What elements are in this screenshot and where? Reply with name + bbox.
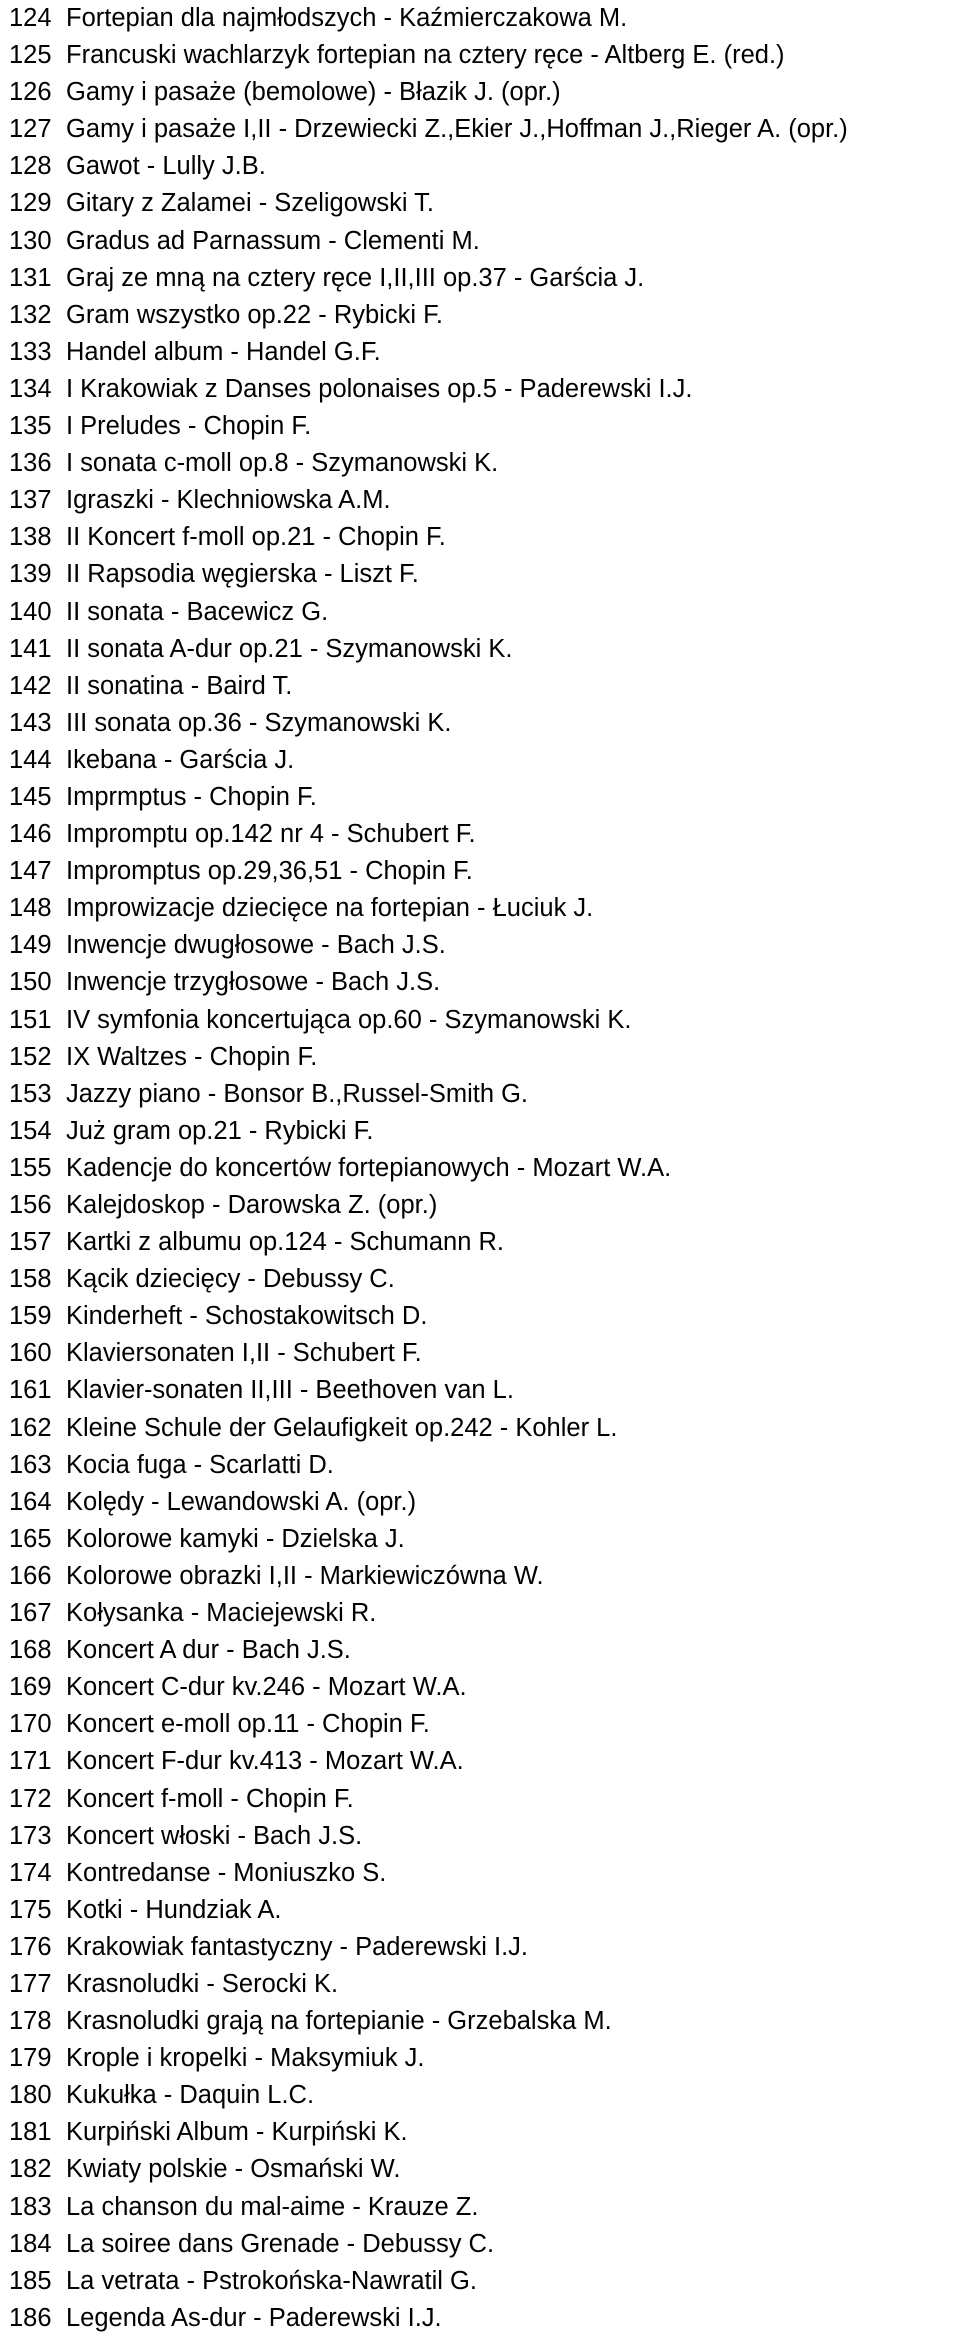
entry-number: 128 xyxy=(9,152,52,181)
list-item xyxy=(0,1447,960,1484)
entry-number: 157 xyxy=(9,1228,52,1257)
list-item xyxy=(0,631,960,668)
entry-number: 132 xyxy=(9,300,52,329)
entry-title: La vetrata - Pstrokońska-Nawratil G. xyxy=(66,2266,477,2295)
entry-title: Kolorowe obrazki I,II - Markiewiczówna W. xyxy=(66,1561,544,1590)
entry-number: 179 xyxy=(9,2044,52,2073)
entry-title: Igraszki - Klechniowska A.M. xyxy=(66,486,391,515)
entry-number: 133 xyxy=(9,337,52,366)
list-item xyxy=(0,260,960,297)
entry-number: 183 xyxy=(9,2192,52,2221)
list-item xyxy=(0,1966,960,2003)
entry-number: 178 xyxy=(9,2007,52,2036)
entry-title: Francuski wachlarzyk fortepian na cztery ręce - Altberg E. (red.) xyxy=(66,41,785,70)
entry-title: Handel album - Handel G.F. xyxy=(66,337,381,366)
entry-number: 168 xyxy=(9,1636,52,1665)
list-item xyxy=(0,1298,960,1335)
entry-title: Kwiaty polskie - Osmański W. xyxy=(66,2155,401,2184)
entry-title: Kotki - Hundziak A. xyxy=(66,1895,282,1924)
entry-number: 170 xyxy=(9,1710,52,1739)
entry-number: 149 xyxy=(9,931,52,960)
entry-number: 135 xyxy=(9,412,52,441)
list-item xyxy=(0,2300,960,2337)
list-item xyxy=(0,1372,960,1409)
entry-title: II sonata A-dur op.21 - Szymanowski K. xyxy=(66,634,513,663)
list-item xyxy=(0,705,960,742)
entry-number: 146 xyxy=(9,820,52,849)
list-item xyxy=(0,74,960,111)
entry-title: Koncert A dur - Bach J.S. xyxy=(66,1636,351,1665)
list-item xyxy=(0,1484,960,1521)
entry-title: Kinderheft - Schostakowitsch D. xyxy=(66,1302,428,1331)
entry-title: I Krakowiak z Danses polonaises op.5 - Paderewski I.J. xyxy=(66,374,693,403)
entry-title: Koncert f-moll - Chopin F. xyxy=(66,1784,354,1813)
list-item xyxy=(0,853,960,890)
entry-title: Gitary z Zalamei - Szeligowski T. xyxy=(66,189,434,218)
entry-number: 136 xyxy=(9,449,52,478)
entry-title: Koncert e-moll op.11 - Chopin F. xyxy=(66,1710,430,1739)
entry-number: 138 xyxy=(9,523,52,552)
entry-title: Krople i kropelki - Maksymiuk J. xyxy=(66,2044,425,2073)
entry-title: Kolorowe kamyki - Dzielska J. xyxy=(66,1524,405,1553)
list-item xyxy=(0,1261,960,1298)
entry-number: 156 xyxy=(9,1191,52,1219)
entry-number: 166 xyxy=(9,1561,52,1590)
entry-title: Imprmptus - Chopin F. xyxy=(66,782,317,811)
list-item xyxy=(0,408,960,445)
entry-number: 126 xyxy=(9,78,52,107)
entry-number: 169 xyxy=(9,1673,52,1702)
entry-title: IV symfonia koncertująca op.60 - Szymanowski K. xyxy=(66,1005,632,1034)
list-item xyxy=(0,2189,960,2226)
entry-number: 184 xyxy=(9,2229,52,2258)
entry-number: 172 xyxy=(9,1784,52,1813)
list-item xyxy=(0,297,960,334)
entry-title: Koncert F-dur kv.413 - Mozart W.A. xyxy=(66,1747,464,1776)
list-item xyxy=(0,0,960,37)
list-item xyxy=(0,2077,960,2114)
list-item xyxy=(0,779,960,816)
entry-title: Gamy i pasaże I,II - Drzewiecki Z.,Ekier J.,Hoffman J.,Rieger A. (opr.) xyxy=(66,115,848,144)
entry-title: Kącik dziecięcy - Debussy C. xyxy=(66,1265,395,1294)
entry-title: Ikebana - Garścia J. xyxy=(66,745,295,774)
entry-title: Kadencje do koncertów fortepianowych - Mozart W.A. xyxy=(66,1153,672,1182)
entry-number: 127 xyxy=(9,115,52,144)
entry-number: 124 xyxy=(9,4,52,32)
entry-title: Legenda As-dur - Paderewski I.J. xyxy=(66,2303,442,2332)
list-item xyxy=(0,445,960,482)
entry-number: 160 xyxy=(9,1339,52,1368)
entry-number: 175 xyxy=(9,1895,52,1924)
entry-number: 158 xyxy=(9,1265,52,1294)
list-item xyxy=(0,1929,960,1966)
entry-title: Fortepian dla najmłodszych - Kaźmierczakowa M. xyxy=(66,4,628,32)
entry-number: 176 xyxy=(9,1932,52,1961)
entry-number: 154 xyxy=(9,1116,52,1145)
list-item xyxy=(0,2114,960,2151)
entry-title: Jazzy piano - Bonsor B.,Russel-Smith G. xyxy=(66,1079,529,1108)
entry-number: 140 xyxy=(9,597,52,626)
entry-title: Gawot - Lully J.B. xyxy=(66,152,266,181)
entry-number: 144 xyxy=(9,745,52,774)
entry-number: 131 xyxy=(9,263,52,292)
list-item xyxy=(0,1335,960,1372)
entry-title: Już gram op.21 - Rybicki F. xyxy=(66,1116,374,1145)
list-item xyxy=(0,1595,960,1632)
list-item xyxy=(0,2003,960,2040)
entry-number: 165 xyxy=(9,1524,52,1553)
list-item xyxy=(0,185,960,222)
entry-title: I sonata c-moll op.8 - Szymanowski K. xyxy=(66,449,499,478)
entry-number: 181 xyxy=(9,2118,52,2147)
list-item xyxy=(0,1743,960,1780)
entry-number: 143 xyxy=(9,708,52,737)
entry-number: 174 xyxy=(9,1858,52,1887)
list-item xyxy=(0,1410,960,1447)
list-item xyxy=(0,964,960,1001)
entry-title: Krakowiak fantastyczny - Paderewski I.J. xyxy=(66,1932,529,1961)
entry-number: 164 xyxy=(9,1487,52,1516)
entry-number: 180 xyxy=(9,2081,52,2110)
list-item xyxy=(0,1632,960,1669)
entry-number: 186 xyxy=(9,2303,52,2332)
list-item xyxy=(0,148,960,185)
list-item xyxy=(0,223,960,260)
entry-title: Inwencje trzygłosowe - Bach J.S. xyxy=(66,968,441,997)
entry-title: Klaviersonaten I,II - Schubert F. xyxy=(66,1339,422,1368)
entry-number: 137 xyxy=(9,486,52,515)
entry-number: 153 xyxy=(9,1079,52,1108)
entry-number: 129 xyxy=(9,189,52,218)
entry-number: 141 xyxy=(9,634,52,663)
entry-number: 145 xyxy=(9,782,52,811)
list-item xyxy=(0,519,960,556)
list-item xyxy=(0,816,960,853)
list-item xyxy=(0,1706,960,1743)
list-item xyxy=(0,1558,960,1595)
entry-title: Kleine Schule der Gelaufigkeit op.242 - Kohler L. xyxy=(66,1413,618,1442)
entry-title: Kontredanse - Moniuszko S. xyxy=(66,1858,387,1887)
list-item xyxy=(0,1039,960,1076)
entry-title: La soiree dans Grenade - Debussy C. xyxy=(66,2229,495,2258)
entry-number: 182 xyxy=(9,2155,52,2184)
entry-number: 163 xyxy=(9,1450,52,1479)
list-item xyxy=(0,2263,960,2300)
entry-number: 142 xyxy=(9,671,52,700)
entry-title: Inwencje dwugłosowe - Bach J.S. xyxy=(66,931,446,960)
entry-title: Koncert C-dur kv.246 - Mozart W.A. xyxy=(66,1673,467,1702)
list-item xyxy=(0,1187,960,1224)
entry-title: Klavier-sonaten II,III - Beethoven van L. xyxy=(66,1376,514,1405)
entry-title: II sonata - Bacewicz G. xyxy=(66,597,329,626)
entry-number: 150 xyxy=(9,968,52,997)
list-item xyxy=(0,1002,960,1039)
list-item xyxy=(0,371,960,408)
list-item xyxy=(0,927,960,964)
entry-title: IX Waltzes - Chopin F. xyxy=(66,1042,318,1071)
entry-title: Graj ze mną na cztery ręce I,II,III op.37 - Garścia J. xyxy=(66,263,645,292)
list-item xyxy=(0,1669,960,1706)
list-item xyxy=(0,1818,960,1855)
entry-number: 148 xyxy=(9,894,52,923)
entry-number: 125 xyxy=(9,41,52,70)
list-item xyxy=(0,37,960,74)
entry-title: Gradus ad Parnassum - Clementi M. xyxy=(66,226,480,255)
list-item xyxy=(0,2151,960,2188)
list-item xyxy=(0,556,960,593)
entry-number: 134 xyxy=(9,374,52,403)
entry-number: 177 xyxy=(9,1969,52,1998)
entry-number: 171 xyxy=(9,1747,52,1776)
entry-number: 139 xyxy=(9,560,52,589)
entry-title: Kołysanka - Maciejewski R. xyxy=(66,1599,377,1628)
entry-number: 185 xyxy=(9,2266,52,2295)
entry-number: 151 xyxy=(9,1005,52,1034)
entry-title: II sonatina - Baird T. xyxy=(66,671,293,700)
list-item xyxy=(0,1150,960,1187)
list-item xyxy=(0,334,960,371)
entry-title: Gamy i pasaże (bemolowe) - Błazik J. (opr.) xyxy=(66,78,561,107)
list-item xyxy=(0,594,960,631)
entry-number: 159 xyxy=(9,1302,52,1331)
entry-number: 147 xyxy=(9,857,52,886)
list-item xyxy=(0,1224,960,1261)
entry-number: 152 xyxy=(9,1042,52,1071)
entry-number: 167 xyxy=(9,1599,52,1628)
entry-title: Kolędy - Lewandowski A. (opr.) xyxy=(66,1487,417,1516)
entry-title: La chanson du mal-aime - Krauze Z. xyxy=(66,2192,479,2221)
entry-number: 162 xyxy=(9,1413,52,1442)
list-item xyxy=(0,1781,960,1818)
list-item xyxy=(0,482,960,519)
entry-title: Krasnoludki grają na fortepianie - Grzebalska M. xyxy=(66,2007,612,2036)
entry-number: 155 xyxy=(9,1153,52,1182)
list-item xyxy=(0,2040,960,2077)
entry-title: Kukułka - Daquin L.C. xyxy=(66,2081,315,2110)
entry-title: Gram wszystko op.22 - Rybicki F. xyxy=(66,300,443,329)
entry-title: Kurpiński Album - Kurpiński K. xyxy=(66,2118,408,2147)
entry-title: Krasnoludki - Serocki K. xyxy=(66,1969,339,1998)
list-item xyxy=(0,111,960,148)
entry-number: 130 xyxy=(9,226,52,255)
entry-title: I Preludes - Chopin F. xyxy=(66,412,312,441)
list-item xyxy=(0,668,960,705)
list-item xyxy=(0,1892,960,1929)
entry-number: 173 xyxy=(9,1821,52,1850)
entry-number: 161 xyxy=(9,1376,52,1405)
entry-title: II Rapsodia węgierska - Liszt F. xyxy=(66,560,419,589)
list-item xyxy=(0,1113,960,1150)
entry-title: III sonata op.36 - Szymanowski K. xyxy=(66,708,452,737)
list-item xyxy=(0,890,960,927)
entry-title: II Koncert f-moll op.21 - Chopin F. xyxy=(66,523,446,552)
entry-title: Improwizacje dziecięce na fortepian - Łuciuk J. xyxy=(66,894,594,923)
entry-title: Impromptu op.142 nr 4 - Schubert F. xyxy=(66,820,476,849)
list-item xyxy=(0,1076,960,1113)
entry-title: Impromptus op.29,36,51 - Chopin F. xyxy=(66,857,473,886)
list-item xyxy=(0,2226,960,2263)
entry-title: Kalejdoskop - Darowska Z. (opr.) xyxy=(66,1191,438,1219)
entry-title: Kocia fuga - Scarlatti D. xyxy=(66,1450,334,1479)
entry-title: Kartki z albumu op.124 - Schumann R. xyxy=(66,1228,504,1257)
entry-title: Koncert włoski - Bach J.S. xyxy=(66,1821,363,1850)
list-item xyxy=(0,1855,960,1892)
list-item xyxy=(0,1521,960,1558)
list-item xyxy=(0,742,960,779)
